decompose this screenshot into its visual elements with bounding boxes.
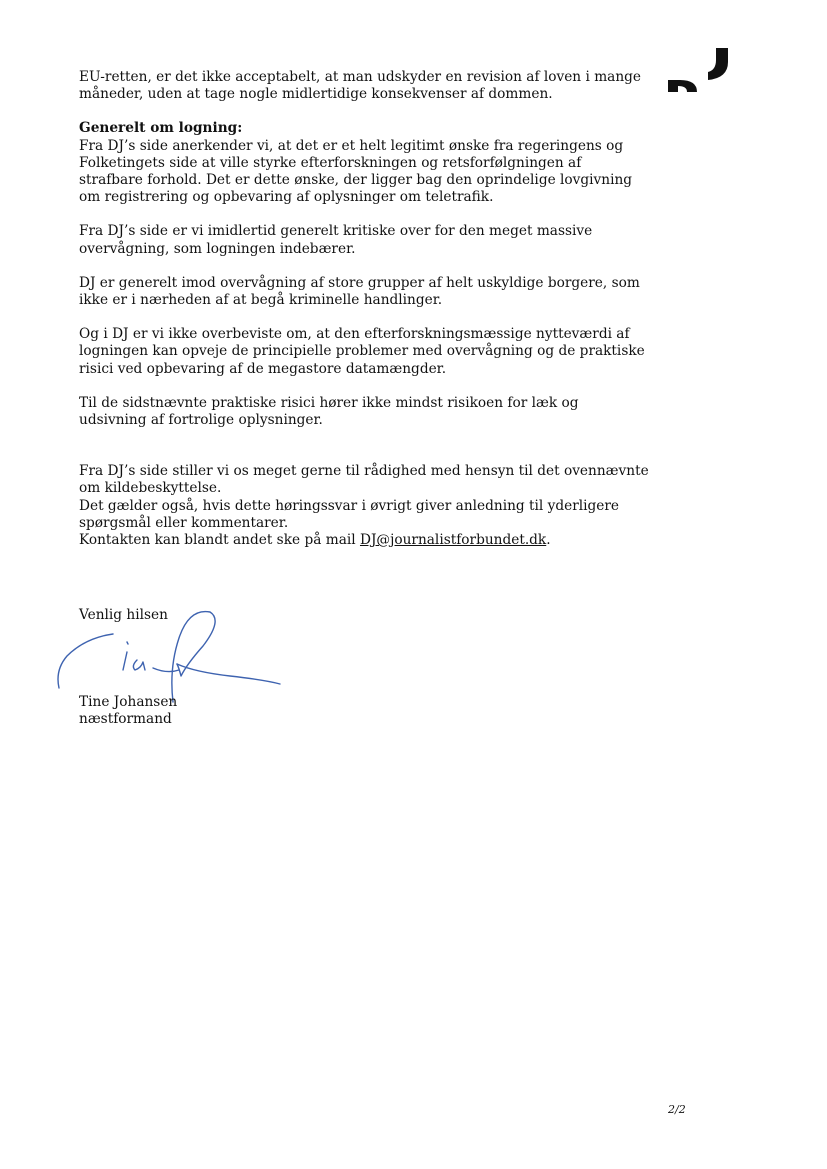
dj-logo-icon — [666, 48, 728, 92]
email-link[interactable]: DJ@journalistforbundet.dk — [359, 532, 547, 549]
letter-body — [79, 69, 649, 549]
paragraph-nytteverdi: Og i DJ er vi ikke overbeviste om, at den efterforskningsmæssige nytteværdi af logningen kan opveje de principielle problemer med overvågning og de praktiske risici ved opbevaring af de megastore datamængder. — [79, 326, 645, 377]
contact-suffix: . — [546, 532, 551, 549]
paragraph-raadighed: Fra DJ’s side stiller vi os meget gerne til rådighed med hensyn til det ovennævnte om kildebeskyttelse. — [79, 463, 649, 497]
paragraph-risici: Til de sidstnævnte praktiske risici hører ikke mindst risikoen for læk og udsivning af fortrolige oplysninger. — [79, 394, 579, 429]
closing-greeting: Venlig hilsen — [79, 607, 168, 623]
section-heading: Generelt om logning: — [79, 120, 243, 137]
signer-title: næstformand — [79, 711, 172, 728]
signer-name: Tine Johansen — [79, 694, 178, 710]
paragraph-eu-ret: EU-retten, er det ikke acceptabelt, at man udskyder en revision af loven i mange måneder, uden at tage nogle midlertidige konsekvenser af dommen. — [79, 69, 642, 103]
handwritten-signature — [55, 608, 285, 703]
paragraph-overvaagning: DJ er generelt imod overvågning af store grupper af helt uskyldige borgere, som ikke er i nærheden af at begå kriminelle handlinger. — [79, 274, 640, 309]
signer-block — [79, 694, 177, 728]
paragraph-kontakt — [79, 532, 649, 549]
paragraph-kritik: Fra DJ’s side er vi imidlertid generelt kritiske over for den meget massive overvågning, som logningen indebærer. — [79, 223, 593, 257]
paragraph-anerkendelse: Fra DJ’s side anerkender vi, at det er et helt legitimt ønske fra regeringens og Folketingets side at ville styrke efterforskningen og retsforfølgningen af strafbare forhold. Det er dette ønske, der ligger bag den oprindelige lovgivning om registrering og opbevaring af oplysninger om teletrafik. — [79, 137, 633, 206]
page-number: 2/2 — [668, 1103, 686, 1116]
paragraph-sporgsmaal: Det gælder også, hvis dette høringssvar i øvrigt giver anledning til yderligere spørgsmål eller kommentarer. — [79, 497, 620, 531]
contact-text: Kontakten kan blandt andet ske på mail — [79, 532, 360, 549]
